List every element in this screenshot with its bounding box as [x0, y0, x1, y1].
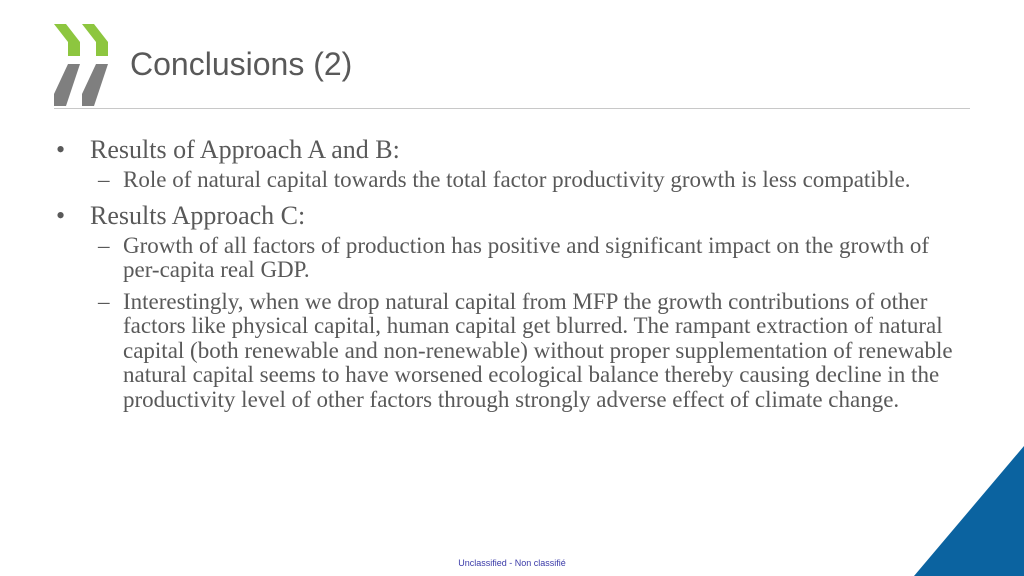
dash-marker: – [98, 167, 110, 192]
dash-marker: – [98, 232, 110, 258]
corner-triangle-decoration [914, 446, 1024, 576]
bullet-text: Results of Approach A and B: [90, 135, 400, 164]
classification-footer: Unclassified - Non classifié [458, 558, 566, 568]
bullet-text: Results Approach C: [90, 200, 306, 230]
sub-bullet-text: Growth of all factors of production has positive and significant impact on the growth of per-capita real GDP. [123, 232, 930, 282]
bullet-marker: • [56, 200, 66, 230]
bullet-item [56, 134, 968, 166]
bullet-marker: • [56, 135, 66, 164]
sub-bullet-text: Interestingly, when we drop natural capital from MFP the growth contributions of other factors like physical capital, human capital get blurred. The rampant extraction of natural capital (both renewable and non-renewable) without proper supplementation of renewable natural capital seems to have worsened ecological balance thereby causing decline in the productivity level of other factors through strongly adverse effect of climate change. [123, 288, 953, 412]
sub-bullet-item [56, 290, 968, 413]
title-divider [54, 108, 970, 109]
sub-bullet-item [56, 234, 968, 283]
sub-bullet-text: Role of natural capital towards the total factor productivity growth is less compatible. [123, 167, 911, 192]
slide-content [56, 134, 968, 419]
dash-marker: – [98, 288, 110, 314]
bullet-item [56, 200, 968, 232]
page-title: Conclusions (2) [130, 46, 353, 82]
sub-bullet-item [56, 168, 968, 193]
double-chevron-icon [54, 24, 110, 106]
